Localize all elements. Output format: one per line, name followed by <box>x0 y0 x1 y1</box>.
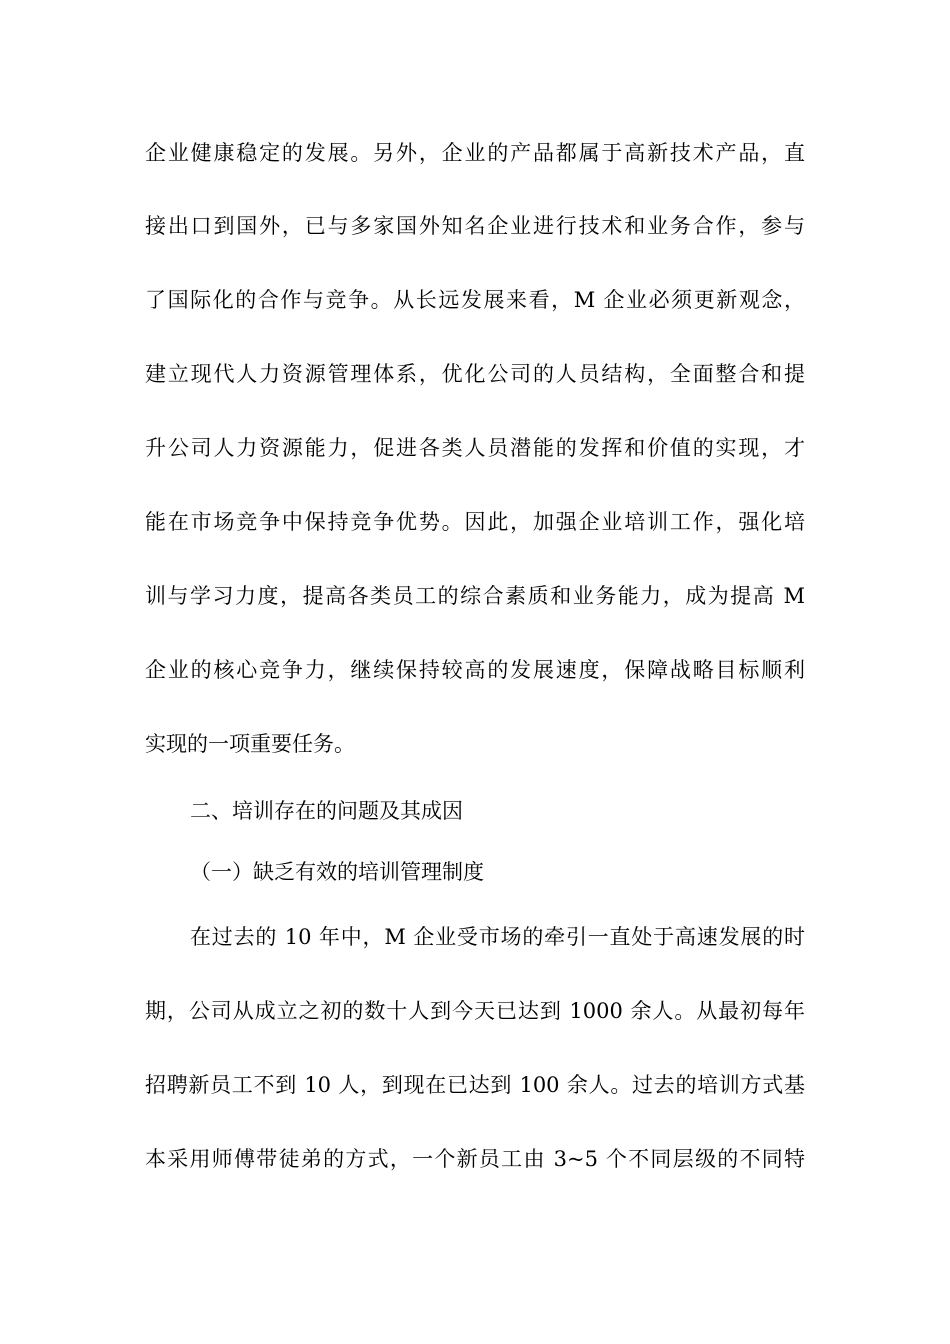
paragraph-line: 企业健康稳定的发展。另外，企业的产品都属于高新技术产品，直 <box>145 141 805 165</box>
paragraph-line: 企业的核心竞争力，继续保持较高的发展速度，保障战略目标顺利 <box>145 658 805 682</box>
paragraph-line: 期，公司从成立之初的数十人到今天已达到 1000 余人。从最初每年 <box>145 999 805 1023</box>
paragraph-line: 本采用师傅带徒弟的方式，一个新员工由 3~5 个不同层级的不同特 <box>145 1147 805 1171</box>
subsection-heading: （一）缺乏有效的培训管理制度 <box>190 860 484 884</box>
paragraph-line-indented: 在过去的 10 年中，M 企业受市场的牵引一直处于高速发展的时 <box>190 925 805 949</box>
paragraph-line: 实现的一项重要任务。 <box>145 732 355 756</box>
paragraph-line: 了国际化的合作与竞争。从长远发展来看，M 企业必须更新观念， <box>145 288 805 312</box>
paragraph-line: 升公司人力资源能力，促进各类人员潜能的发挥和价值的实现，才 <box>145 436 805 460</box>
paragraph-line: 接出口到国外，已与多家国外知名企业进行技术和业务合作，参与 <box>145 214 805 238</box>
paragraph-line: 招聘新员工不到 10 人，到现在已达到 100 余人。过去的培训方式基 <box>145 1073 805 1097</box>
paragraph-line: 训与学习力度，提高各类员工的综合素质和业务能力，成为提高 M <box>145 584 805 608</box>
section-heading: 二、培训存在的问题及其成因 <box>190 799 463 823</box>
paragraph-line: 建立现代人力资源管理体系，优化公司的人员结构，全面整合和提 <box>145 362 805 386</box>
paragraph-line: 能在市场竞争中保持竞争优势。因此，加强企业培训工作，强化培 <box>145 510 805 534</box>
